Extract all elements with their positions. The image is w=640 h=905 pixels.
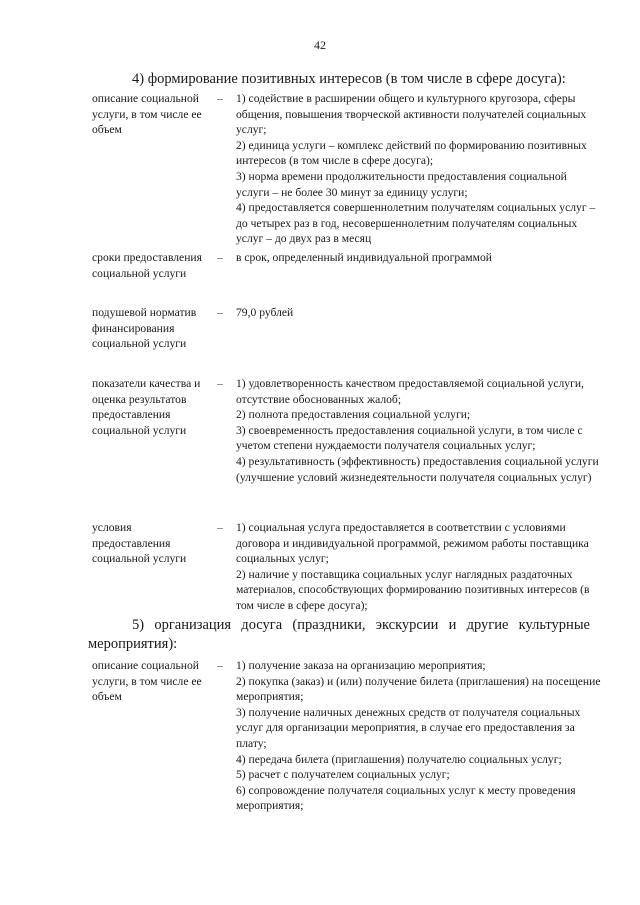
list-item: 1) содействие в расширении общего и культурного кругозора, сферы общения, повышения творческой активности получателей социальных услуг; (236, 92, 587, 137)
row-label: описание социальной услуги, в том числе ее объем (92, 659, 202, 704)
list-item: 2) единица услуги – комплекс действий по формированию позитивных интересов (в том числе в сфере досуга); (236, 138, 587, 168)
row-dash: – (217, 659, 223, 672)
row-dash: – (217, 306, 223, 319)
row-label: подушевой норматив финансирования социальной услуги (92, 306, 197, 351)
list-item: 4) передача билета (приглашения) получателю социальных услуг; (236, 752, 562, 766)
row-dash: – (217, 377, 223, 390)
list-item: 3) норма времени продолжительности предоставления социальной услуги – не более 30 минут за единицу услуги; (236, 169, 567, 199)
row-value (236, 658, 602, 814)
section-5-heading-line1: 5) организация досуга (праздники, экскурсии и другие культурные (132, 617, 590, 633)
list-item: в срок, определенный индивидуальной программой (236, 251, 492, 264)
list-item: 2) полнота предоставления социальной услуги; (236, 408, 471, 422)
row-value (236, 250, 602, 266)
list-item: 2) покупка (заказ) и (или) получение билета (приглашения) на посещение мероприятия; (236, 674, 601, 704)
page-number: 42 (314, 38, 326, 52)
list-item: 1) получение заказа на организацию мероприятия; (236, 659, 486, 672)
list-item: 1) социальная услуга предоставляется в соответствии с условиями договора и индивидуальной программой, режимом работы поставщика социальных услуг; (236, 521, 589, 566)
row-dash: – (217, 251, 223, 264)
row-value (236, 91, 602, 247)
row-value (236, 520, 602, 614)
list-item: 4) предоставляется совершеннолетним получателям социальных услуг – до четырех раз в год, несовершеннолетним получателям социальных услуг – до двух раз в месяц (236, 201, 596, 246)
list-item: 4) результативность (эффективность) предоставления социальной услуги (улучшение условий жизнедеятельности получателя социальных услуг) (236, 454, 599, 484)
row-label: сроки предоставления социальной услуги (92, 251, 202, 280)
list-item: 3) своевременность предоставления социальной услуги, в том числе с учетом степени нуждаемости получателя социальных услуг; (236, 423, 583, 453)
row-value (236, 376, 602, 485)
row-dash: – (217, 521, 223, 534)
section-4-heading: 4) формирование позитивных интересов (в том числе в сфере досуга): (132, 71, 566, 87)
list-item: 79,0 рублей (236, 306, 294, 319)
list-item: 5) расчет с получателем социальных услуг; (236, 768, 450, 782)
row-label: описание социальной услуги, в том числе ее объем (92, 92, 202, 137)
section-5-heading-line2: мероприятия): (88, 636, 178, 652)
row-dash: – (217, 92, 223, 105)
list-item: 1) удовлетворенность качеством предоставляемой социальной услуги, отсутствие обоснованных жалоб; (236, 377, 584, 406)
list-item: 2) наличие у поставщика социальных услуг наглядных раздаточных материалов, способствующих формированию позитивных интересов (в том числе в сфере досуга); (236, 567, 590, 612)
row-label: условия предоставления социальной услуги (92, 521, 187, 566)
row-label: показатели качества и оценка результатов предоставления социальной услуги (92, 377, 201, 437)
list-item: 6) сопровождение получателя социальных услуг к месту проведения мероприятия; (236, 783, 576, 813)
section-5-heading (88, 616, 590, 654)
row-value (236, 305, 602, 321)
list-item: 3) получение наличных денежных средств от получателя социальных услуг для организации мероприятия, в случае его предоставления за плату; (236, 705, 581, 750)
